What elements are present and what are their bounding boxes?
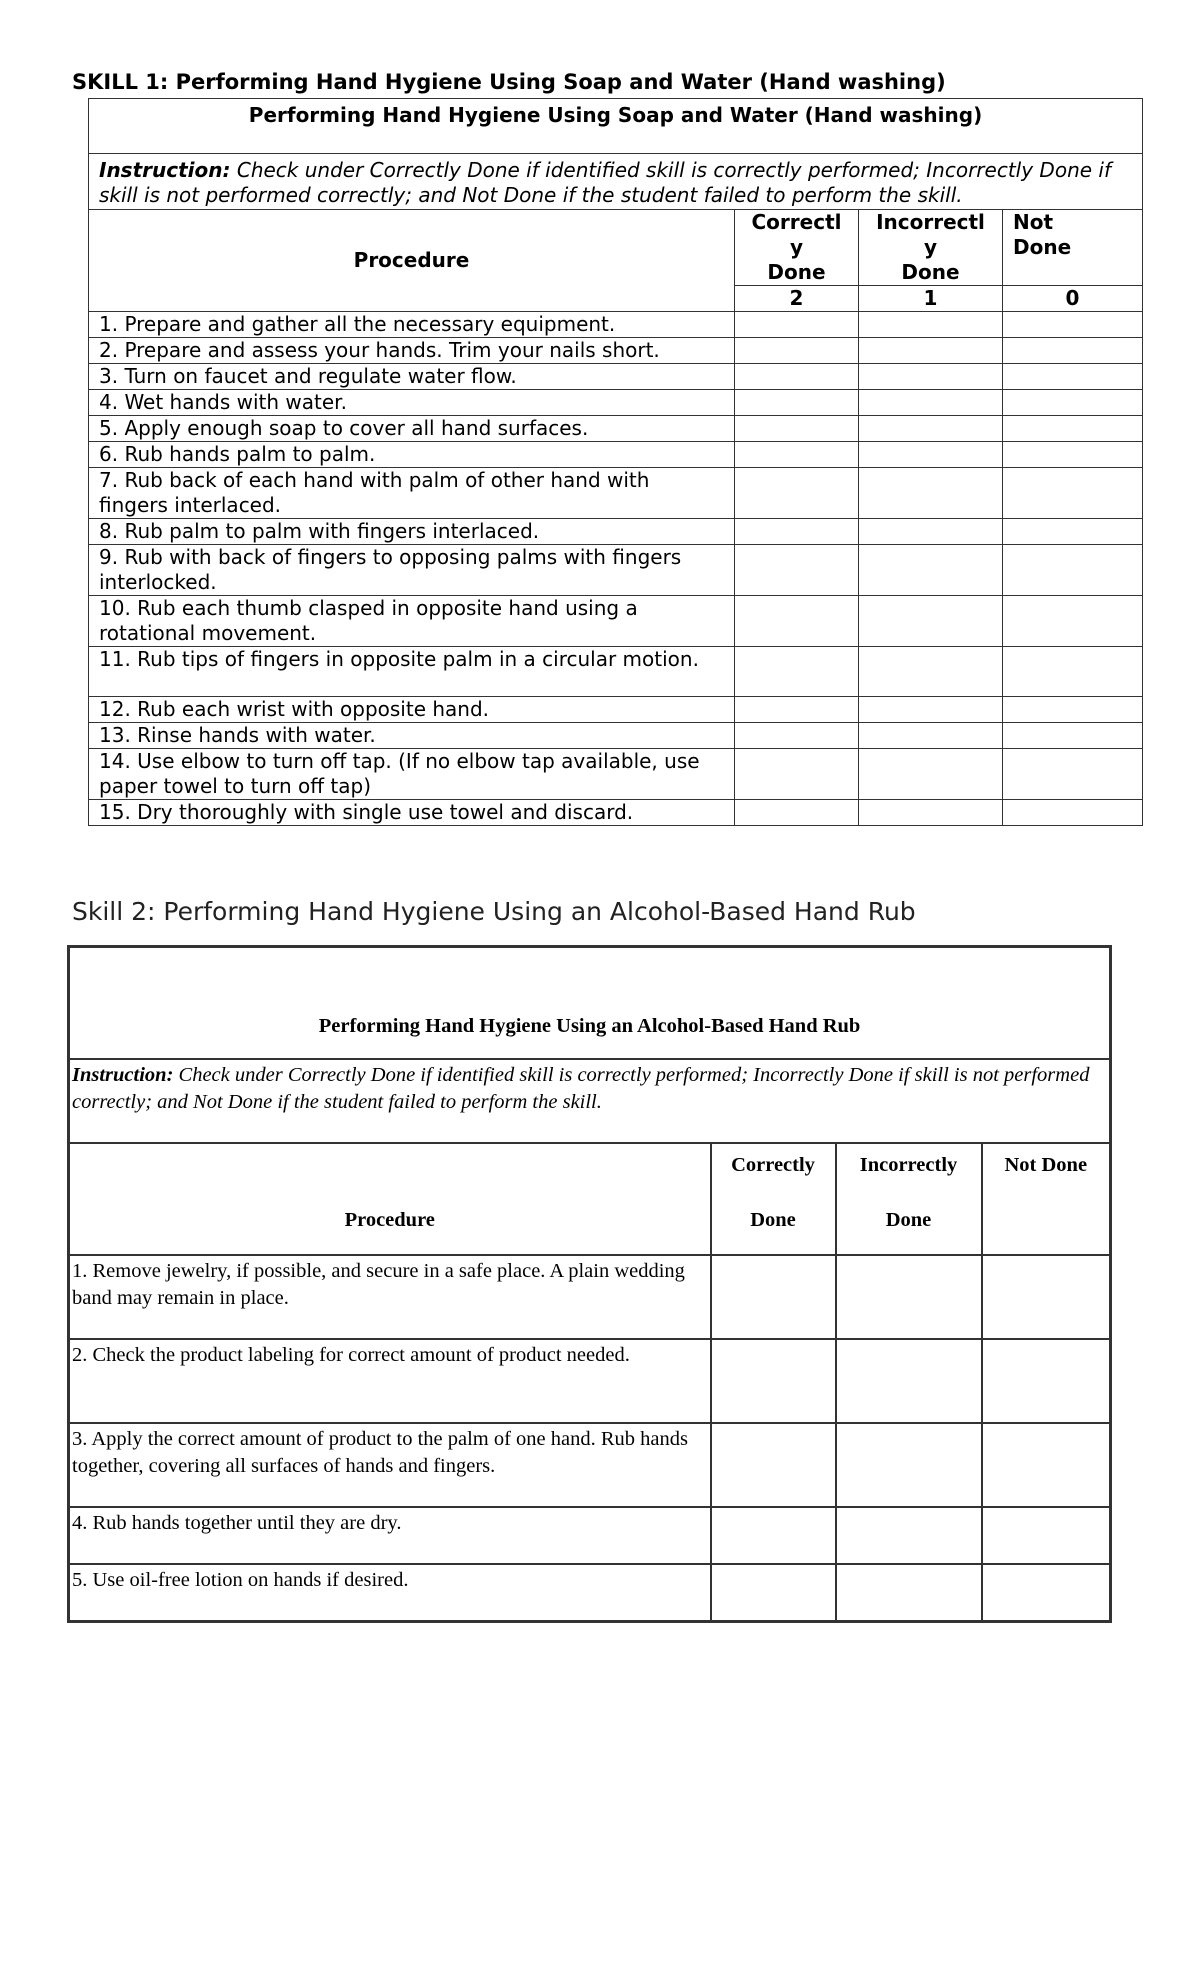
- skill2-instruction: [69, 1059, 1111, 1143]
- skill1-check-cell-correct[interactable]: [735, 800, 859, 826]
- skill1-check-cell-not-done[interactable]: [1003, 697, 1143, 723]
- skill2-check-cell-not-done[interactable]: [982, 1339, 1111, 1423]
- skill1-step-text: 9. Rub with back of fingers to opposing palms with fingers interlocked.: [89, 545, 735, 596]
- skill2-step-row: [69, 1339, 1111, 1423]
- skill1-check-cell-incorrect[interactable]: [859, 390, 1003, 416]
- skill2-step-text: 2. Check the product labeling for correct amount of product needed.: [69, 1339, 711, 1423]
- skill2-check-cell-not-done[interactable]: [982, 1255, 1111, 1339]
- skill1-step-row: [89, 468, 1143, 519]
- skill2-step-text: 3. Apply the correct amount of product to the palm of one hand. Rub hands together, covering all surfaces of hands and fingers.: [69, 1423, 711, 1507]
- skill2-check-cell-correct[interactable]: [711, 1507, 836, 1564]
- skill1-check-cell-incorrect[interactable]: [859, 468, 1003, 519]
- skill1-check-cell-not-done[interactable]: [1003, 442, 1143, 468]
- skill1-check-cell-correct[interactable]: [735, 697, 859, 723]
- skill1-heading: SKILL 1: Performing Hand Hygiene Using Soap and Water (Hand washing): [72, 70, 946, 94]
- skill1-check-cell-incorrect[interactable]: [859, 596, 1003, 647]
- skill1-step-text: 7. Rub back of each hand with palm of other hand with fingers interlaced.: [89, 468, 735, 519]
- skill1-check-cell-incorrect[interactable]: [859, 416, 1003, 442]
- skill1-check-cell-not-done[interactable]: [1003, 338, 1143, 364]
- skill1-step-text: 3. Turn on faucet and regulate water flow.: [89, 364, 735, 390]
- skill2-step-text: 4. Rub hands together until they are dry.: [69, 1507, 711, 1564]
- skill1-header-row: [89, 210, 1143, 286]
- skill1-step-row: [89, 647, 1143, 697]
- skill2-instruction-row: [69, 1059, 1111, 1143]
- skill2-check-cell-not-done[interactable]: [982, 1564, 1111, 1622]
- skill2-check-cell-correct[interactable]: [711, 1423, 836, 1507]
- skill2-instruction-text: Check under Correctly Done if identified skill is correctly performed; Incorrectly Done if skill is not performed correctly; and Not Done if the student failed to perform the skill.: [72, 1063, 1090, 1113]
- skill2-check-cell-incorrect[interactable]: [836, 1423, 982, 1507]
- skill1-check-cell-not-done[interactable]: [1003, 416, 1143, 442]
- skill2-step-text: 5. Use oil-free lotion on hands if desired.: [69, 1564, 711, 1622]
- skill1-step-text: 2. Prepare and assess your hands. Trim your nails short.: [89, 338, 735, 364]
- skill2-check-cell-correct[interactable]: [711, 1255, 836, 1339]
- skill1-check-cell-correct[interactable]: [735, 312, 859, 338]
- skill1-check-cell-incorrect[interactable]: [859, 800, 1003, 826]
- skill1-step-row: [89, 697, 1143, 723]
- skill1-check-cell-correct[interactable]: [735, 416, 859, 442]
- skill2-step-text: 1. Remove jewelry, if possible, and secure in a safe place. A plain wedding band may remain in place.: [69, 1255, 711, 1339]
- skill1-instruction-label: Instruction:: [99, 158, 231, 182]
- skill1-score-incorrect: 1: [859, 286, 1003, 312]
- skill2-title-row: [69, 947, 1111, 1059]
- skill1-step-row: [89, 416, 1143, 442]
- skill1-check-cell-incorrect[interactable]: [859, 723, 1003, 749]
- skill2-checklist-table: [67, 945, 1112, 1623]
- skill2-check-cell-correct[interactable]: [711, 1339, 836, 1423]
- skill1-step-text: 14. Use elbow to turn off tap. (If no elbow tap available, use paper towel to turn off tap): [89, 749, 735, 800]
- skill1-check-cell-correct[interactable]: [735, 364, 859, 390]
- skill1-step-text: 11. Rub tips of fingers in opposite palm in a circular motion.: [89, 647, 735, 697]
- skill2-step-row: [69, 1564, 1111, 1622]
- skill1-correctly-done-header: Correctl y Done: [735, 210, 859, 286]
- skill1-check-cell-incorrect[interactable]: [859, 697, 1003, 723]
- skill1-step-row: [89, 364, 1143, 390]
- skill1-title-row: [89, 99, 1143, 154]
- skill2-check-cell-correct[interactable]: [711, 1564, 836, 1622]
- skill1-check-cell-not-done[interactable]: [1003, 545, 1143, 596]
- skill1-instruction-text: Check under Correctly Done if identified skill is correctly performed; Incorrectly Done if skill is not performed correctly; and Not Done if the student failed to perform the skill.: [99, 158, 1111, 207]
- skill1-check-cell-correct[interactable]: [735, 390, 859, 416]
- skill1-step-row: [89, 596, 1143, 647]
- skill1-step-text: 10. Rub each thumb clasped in opposite hand using a rotational movement.: [89, 596, 735, 647]
- skill1-step-text: 1. Prepare and gather all the necessary equipment.: [89, 312, 735, 338]
- skill1-check-cell-correct[interactable]: [735, 519, 859, 545]
- skill1-instruction: [89, 154, 1143, 210]
- skill2-check-cell-incorrect[interactable]: [836, 1339, 982, 1423]
- skill1-check-cell-not-done[interactable]: [1003, 519, 1143, 545]
- skill1-check-cell-correct[interactable]: [735, 723, 859, 749]
- skill1-check-cell-not-done[interactable]: [1003, 312, 1143, 338]
- skill1-step-text: 13. Rinse hands with water.: [89, 723, 735, 749]
- skill2-instruction-label: Instruction:: [72, 1063, 174, 1086]
- skill1-score-correct: 2: [735, 286, 859, 312]
- skill1-check-cell-not-done[interactable]: [1003, 468, 1143, 519]
- skill1-check-cell-incorrect[interactable]: [859, 519, 1003, 545]
- skill1-check-cell-correct[interactable]: [735, 749, 859, 800]
- skill1-check-cell-incorrect[interactable]: [859, 545, 1003, 596]
- skill2-check-cell-incorrect[interactable]: [836, 1507, 982, 1564]
- skill1-check-cell-not-done[interactable]: [1003, 723, 1143, 749]
- skill2-procedure-header: Procedure: [69, 1143, 711, 1255]
- skill1-step-row: [89, 390, 1143, 416]
- skill1-step-row: [89, 545, 1143, 596]
- skill1-not-done-header: Not Done: [1003, 210, 1143, 286]
- skill2-table-title: Performing Hand Hygiene Using an Alcohol-Based Hand Rub: [69, 947, 1111, 1059]
- skill1-checklist-table: [88, 98, 1143, 826]
- skill1-check-cell-correct[interactable]: [735, 596, 859, 647]
- skill2-check-cell-incorrect[interactable]: [836, 1564, 982, 1622]
- skill1-step-row: [89, 338, 1143, 364]
- skill1-step-row: [89, 723, 1143, 749]
- skill1-check-cell-incorrect[interactable]: [859, 364, 1003, 390]
- skill1-check-cell-not-done[interactable]: [1003, 596, 1143, 647]
- skill2-step-row: [69, 1423, 1111, 1507]
- skill1-check-cell-correct[interactable]: [735, 545, 859, 596]
- skill1-check-cell-not-done[interactable]: [1003, 647, 1143, 697]
- skill1-score-not-done: 0: [1003, 286, 1143, 312]
- skill1-step-text: 12. Rub each wrist with opposite hand.: [89, 697, 735, 723]
- skill1-step-row: [89, 312, 1143, 338]
- skill1-incorrectly-done-header: Incorrectl y Done: [859, 210, 1003, 286]
- skill1-check-cell-correct[interactable]: [735, 338, 859, 364]
- skill1-check-cell-not-done[interactable]: [1003, 390, 1143, 416]
- skill1-check-cell-correct[interactable]: [735, 468, 859, 519]
- skill2-correctly-done-header: Correctly Done: [711, 1143, 836, 1255]
- skill1-step-text: 4. Wet hands with water.: [89, 390, 735, 416]
- skill1-step-text: 8. Rub palm to palm with fingers interlaced.: [89, 519, 735, 545]
- skill1-step-row: [89, 800, 1143, 826]
- skill2-step-row: [69, 1255, 1111, 1339]
- skill1-check-cell-incorrect[interactable]: [859, 338, 1003, 364]
- skill2-not-done-header: Not Done: [982, 1143, 1111, 1255]
- skill1-check-cell-incorrect[interactable]: [859, 749, 1003, 800]
- skill1-step-text: 6. Rub hands palm to palm.: [89, 442, 735, 468]
- skill1-check-cell-incorrect[interactable]: [859, 647, 1003, 697]
- skill1-table-title: Performing Hand Hygiene Using Soap and Water (Hand washing): [89, 99, 1143, 154]
- skill1-check-cell-not-done[interactable]: [1003, 800, 1143, 826]
- skill2-heading: Skill 2: Performing Hand Hygiene Using an Alcohol-Based Hand Rub: [72, 897, 916, 926]
- skill1-step-text: 15. Dry thoroughly with single use towel and discard.: [89, 800, 735, 826]
- skill1-step-text: 5. Apply enough soap to cover all hand surfaces.: [89, 416, 735, 442]
- skill1-check-cell-correct[interactable]: [735, 647, 859, 697]
- skill2-step-row: [69, 1507, 1111, 1564]
- skill1-step-row: [89, 749, 1143, 800]
- skill1-procedure-header: Procedure: [89, 210, 735, 312]
- skill2-check-cell-not-done[interactable]: [982, 1507, 1111, 1564]
- skill1-step-row: [89, 442, 1143, 468]
- skill1-check-cell-incorrect[interactable]: [859, 312, 1003, 338]
- skill2-incorrectly-done-header: Incorrectly Done: [836, 1143, 982, 1255]
- skill1-step-row: [89, 519, 1143, 545]
- skill2-check-cell-incorrect[interactable]: [836, 1255, 982, 1339]
- skill1-check-cell-not-done[interactable]: [1003, 364, 1143, 390]
- skill1-check-cell-correct[interactable]: [735, 442, 859, 468]
- skill2-check-cell-not-done[interactable]: [982, 1423, 1111, 1507]
- skill1-check-cell-not-done[interactable]: [1003, 749, 1143, 800]
- skill1-check-cell-incorrect[interactable]: [859, 442, 1003, 468]
- skill2-header-row: [69, 1143, 1111, 1255]
- skill1-instruction-row: [89, 154, 1143, 210]
